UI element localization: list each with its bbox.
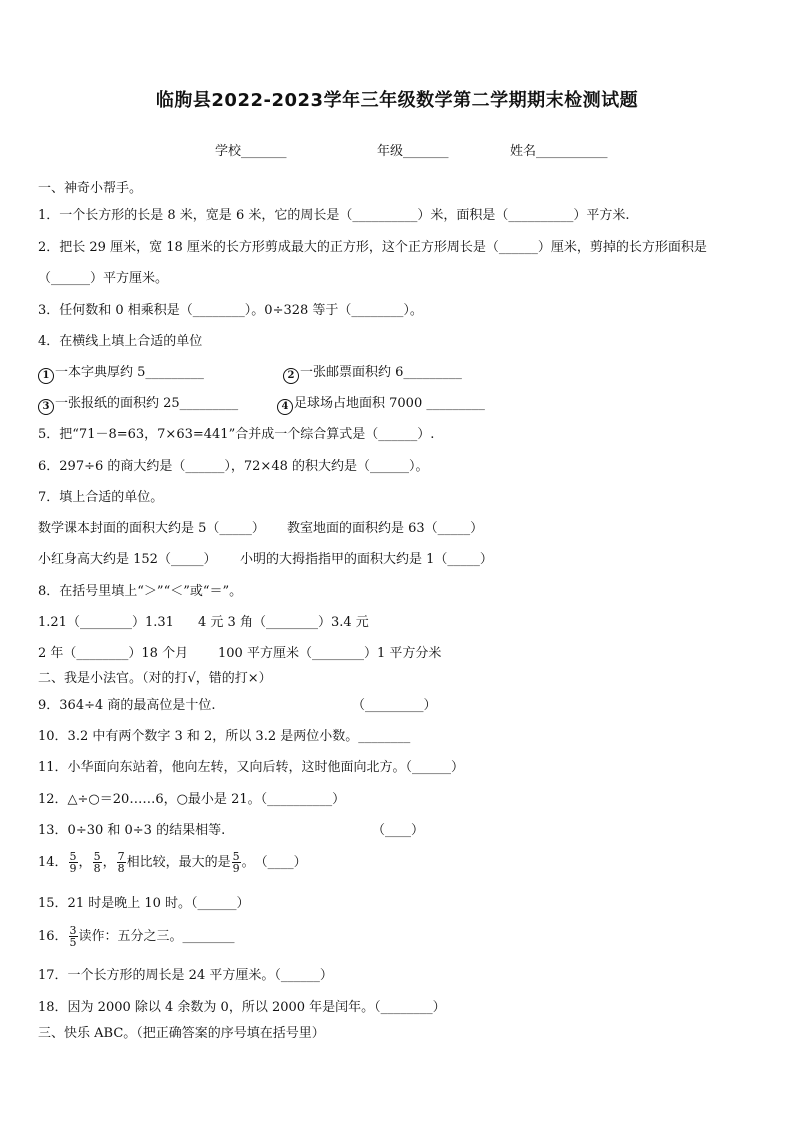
section-3-heading: 三、快乐 ABC。（把正确答案的序号填在括号里）	[38, 1026, 325, 1041]
fraction-numerator: 5	[232, 850, 240, 863]
question-4: 4．在横线上填上合适的单位	[38, 334, 203, 349]
q4-item-3-text: 一张报纸的面积约 25_________	[55, 396, 239, 411]
question-18: 18．因为 2000 除以 4 余数为 0，所以 2000 年是闰年。（________）	[38, 1000, 446, 1015]
fraction-5-9-answer	[232, 851, 241, 874]
q4-item-4	[277, 395, 485, 415]
q4-item-2-text: 一张邮票面积约 6_________	[300, 365, 462, 380]
question-12: 12．△÷○＝20……6，○最小是 21。（__________）	[38, 792, 346, 807]
name-field: 姓名___________	[510, 144, 608, 159]
circled-number-3: 3	[38, 399, 54, 415]
fraction-5-8	[93, 851, 102, 874]
question-3: 3．任何数和 0 相乘积是（________）。0÷328 等于（________）。	[38, 303, 423, 318]
circled-number-1: 1	[38, 368, 54, 384]
question-8: 8．在括号里填上“＞”“＜”或“＝”。	[38, 584, 243, 599]
q7-item-4: 小明的大拇指指甲的面积大约是 1（_____）	[240, 552, 493, 567]
fraction-numerator: 5	[93, 850, 101, 863]
q4-item-3	[38, 395, 238, 415]
q4-item-1	[38, 364, 204, 384]
fraction-7-8	[117, 851, 126, 874]
question-10: 10．3.2 中有两个数字 3 和 2，所以 3.2 是两位小数。________	[38, 729, 411, 744]
q4-item-1-text: 一本字典厚约 5_________	[55, 365, 204, 380]
q8-item-3: 2 年（________）18 个月	[38, 646, 189, 661]
q7-item-3: 小红身高大约是 152（_____）	[38, 552, 217, 567]
fraction-5-9	[69, 851, 78, 874]
grade-field: 年级_______	[377, 144, 449, 159]
fraction-numerator: 7	[117, 850, 125, 863]
question-9: 9．364÷4 商的最高位是十位.	[38, 698, 216, 713]
question-11: 11．小华面向东站着，他向左转，又向后转，这时他面向北方。（______）	[38, 760, 465, 775]
circled-number-2: 2	[283, 368, 299, 384]
question-16	[38, 925, 235, 948]
question-7: 7．填上合适的单位。	[38, 490, 164, 505]
q8-item-1: 1.21（________）1.31	[38, 615, 174, 630]
fraction-denominator: 8	[93, 862, 101, 875]
q14-separator: ，	[78, 855, 92, 870]
fraction-numerator: 5	[69, 850, 77, 863]
question-14-number: 14．	[38, 855, 68, 870]
fraction-denominator: 8	[117, 862, 125, 875]
page-title: 临朐县2022-2023学年三年级数学第二学期期末检测试题	[155, 90, 639, 111]
question-5: 5．把“71－8=63，7×63=441”合并成一个综合算式是（______）.	[38, 427, 435, 442]
question-13: 13．0÷30 和 0÷3 的结果相等.	[38, 823, 226, 838]
question-14	[38, 851, 307, 874]
fraction-denominator: 5	[69, 936, 77, 949]
question-16-number: 16．	[38, 929, 68, 944]
school-field: 学校_______	[215, 144, 287, 159]
fraction-3-5	[69, 925, 78, 948]
q8-item-4: 100 平方厘米（________）1 平方分米	[218, 646, 442, 661]
q7-item-2: 教室地面的面积约是 63（_____）	[287, 521, 484, 536]
q8-item-2: 4 元 3 角（________）3.4 元	[198, 615, 369, 630]
q16-end-text: 读作：五分之三。________	[78, 929, 235, 944]
question-13-blank: （____）	[372, 823, 425, 838]
q4-item-2	[283, 364, 462, 384]
q14-middle-text: 相比较，最大的是	[126, 855, 231, 870]
question-2-line-2: （______）平方厘米。	[38, 271, 169, 286]
q4-item-4-text: 足球场占地面积 7000 _________	[294, 396, 485, 411]
circled-number-4: 4	[277, 399, 293, 415]
question-6: 6．297÷6 的商大约是（______），72×48 的积大约是（______）。	[38, 459, 429, 474]
q7-item-1: 数学课本封面的面积大约是 5（_____）	[38, 521, 265, 536]
section-2-heading: 二、我是小法官。（对的打√，错的打×）	[38, 671, 272, 686]
question-17: 17．一个长方形的周长是 24 平方厘米。（______）	[38, 968, 333, 983]
question-1: 1．一个长方形的长是 8 米，宽是 6 米，它的周长是（__________）米，面积是（__________）平方米.	[38, 208, 630, 223]
fraction-numerator: 3	[69, 924, 77, 937]
question-2-line-1: 2．把长 29 厘米，宽 18 厘米的长方形剪成最大的正方形，这个正方形周长是（______）厘米，剪掉的长方形面积是	[38, 240, 707, 255]
fraction-denominator: 9	[232, 862, 240, 875]
q14-end-text: 。 （____）	[241, 855, 307, 870]
question-15: 15．21 时是晚上 10 时。（______）	[38, 896, 250, 911]
question-9-blank: （_________）	[352, 698, 437, 713]
section-1-heading: 一、神奇小帮手。	[38, 181, 143, 196]
q14-separator: ，	[102, 855, 116, 870]
fraction-denominator: 9	[69, 862, 77, 875]
